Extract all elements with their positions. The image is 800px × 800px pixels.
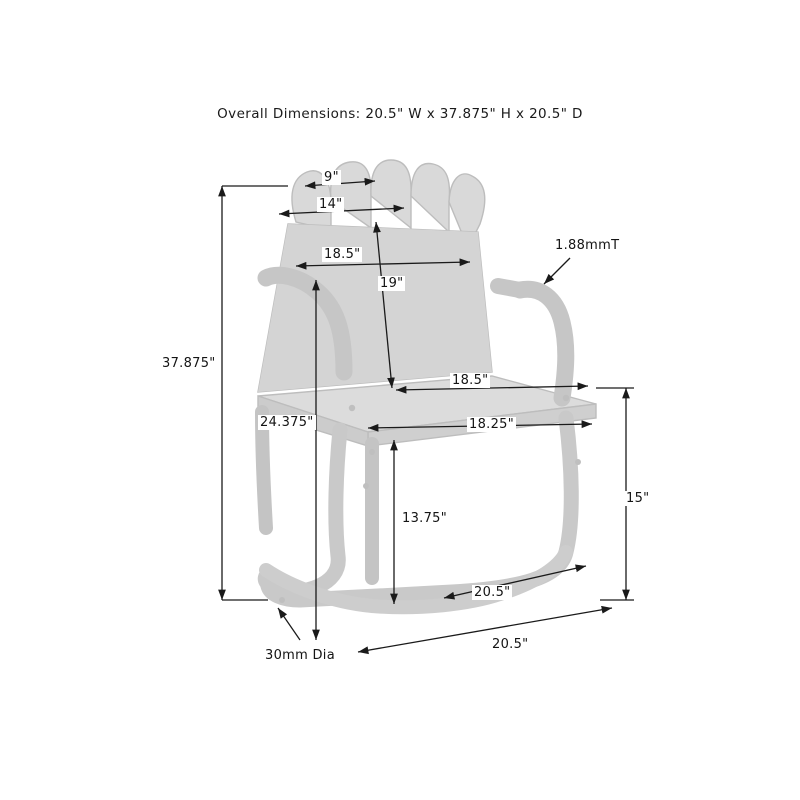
label-base-depth-upper: 20.5"	[474, 585, 511, 600]
label-base-depth-lower: 20.5"	[492, 637, 529, 652]
label-back-upper-width: 14"	[319, 197, 343, 212]
label-tube-diameter: 30mm Dia	[265, 648, 335, 663]
page-title: Overall Dimensions: 20.5" W x 37.875" H x 20.5" D	[217, 106, 583, 122]
label-arm-to-floor: 15"	[626, 491, 650, 506]
label-seat-height: 13.75"	[402, 511, 447, 526]
label-back-top-width: 9"	[324, 170, 339, 185]
label-seat-width: 18.5"	[452, 373, 489, 388]
label-seat-depth-top: 18.25"	[469, 417, 514, 432]
label-overall-height: 37.875"	[162, 356, 216, 371]
label-back-height: 24.375"	[260, 415, 314, 430]
label-back-mid-width: 18.5"	[324, 247, 361, 262]
label-back-diagonal: 19"	[380, 276, 404, 291]
label-material-thickness: 1.88mmT	[555, 238, 620, 253]
